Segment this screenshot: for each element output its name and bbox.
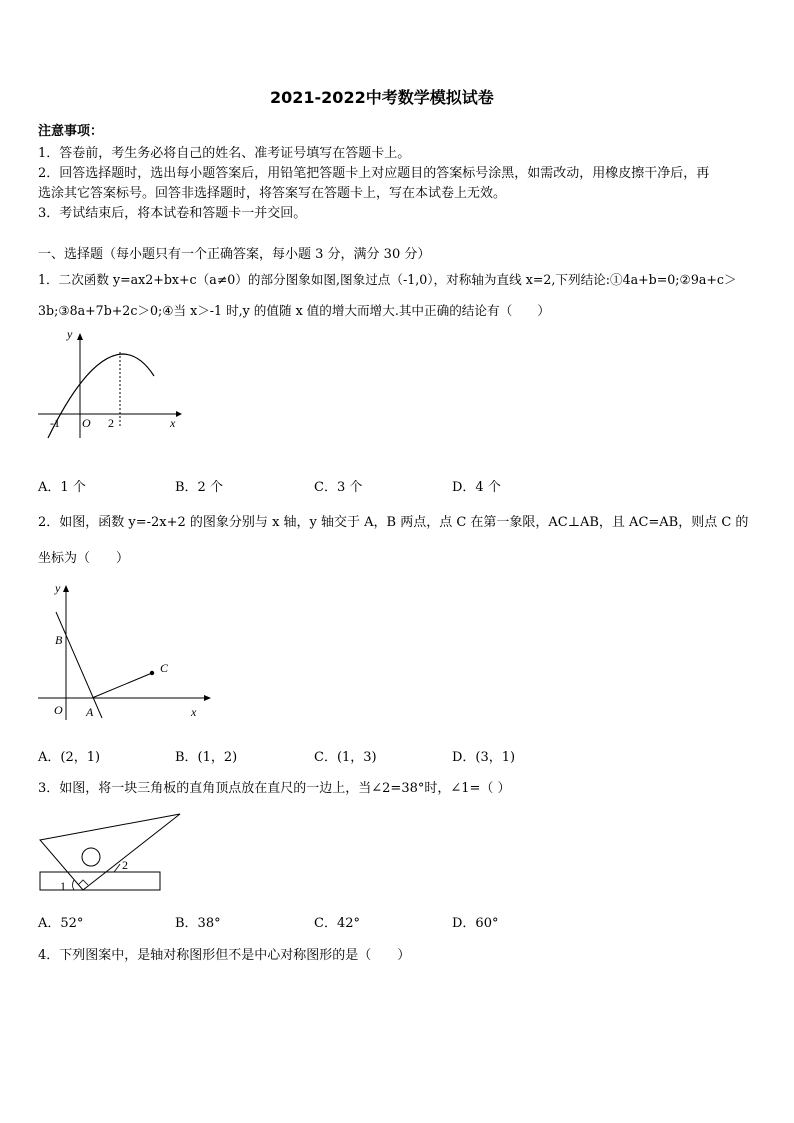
option-d[interactable]: D．4 个 <box>452 480 501 495</box>
option-b[interactable]: B．38° <box>175 916 221 931</box>
option-c[interactable]: C．3 个 <box>314 480 363 495</box>
point-c <box>150 671 154 675</box>
angle-1-label: 1 <box>60 879 66 893</box>
point-a-label: A <box>86 705 94 719</box>
question-3-figure <box>38 812 168 897</box>
x-axis-label: x <box>191 705 197 719</box>
parabola-curve <box>48 354 154 438</box>
segment-ac <box>92 673 152 698</box>
question-2-figure <box>38 580 218 720</box>
option-b[interactable]: B．2 个 <box>175 480 223 495</box>
page-title: 2021-2022中考数学模拟试卷 <box>270 88 494 107</box>
notice-item: 1．答卷前，考生务必将自己的姓名、准考证号填写在答题卡上。 <box>38 146 411 161</box>
y-axis-label: y <box>55 581 61 595</box>
question-3-line-1: 3．如图，将一块三角板的直角顶点放在直尺的一边上，当∠2=38°时，∠1=（ ） <box>38 781 511 796</box>
notice-item: 选涂其它答案标号。回答非选择题时，将答案写在答题卡上，写在本试卷上无效。 <box>38 186 507 201</box>
option-d[interactable]: D．60° <box>452 916 499 931</box>
section-heading: 一、选择题（每小题只有一个正确答案，每小题 3 分，满分 30 分） <box>38 247 431 262</box>
option-d[interactable]: D．(3，1) <box>452 750 516 765</box>
notice-item: 2．回答选择题时，选出每小题答案后，用铅笔把答题卡上对应题目的答案标号涂黑，如需改动，用橡皮擦干净后，再 <box>38 166 710 181</box>
ruler <box>40 872 160 890</box>
option-a[interactable]: A．1 个 <box>38 480 86 495</box>
notice-item: 3．考试结束后，将本试卷和答题卡一并交回。 <box>38 206 307 221</box>
point-b-label: B <box>55 633 63 647</box>
x-axis-arrow <box>204 695 211 701</box>
option-a[interactable]: A．52° <box>38 916 84 931</box>
angle-2-label: 2 <box>122 858 128 872</box>
option-c[interactable]: C．(1，3) <box>314 750 377 765</box>
question-2-line-1: 2．如图，函数 y=-2x+2 的图象分别与 x 轴，y 轴交于 A，B 两点，点 C 在第一象限，AC⊥AB，且 AC=AB，则点 C 的 <box>38 515 749 530</box>
origin-label: O <box>82 416 91 430</box>
question-1-line-2: 3b;③8a+7b+2c＞0;④当 x＞-1 时,y 的值随 x 值的增大而增大.其中正确的结论有（ ） <box>38 303 550 318</box>
y-axis-label: y <box>67 327 73 341</box>
tick-label-neg1: -1 <box>50 416 60 430</box>
y-axis-arrow <box>63 585 69 592</box>
y-axis-arrow <box>77 333 83 340</box>
tick-label-2: 2 <box>108 416 114 430</box>
right-angle-mark <box>78 880 88 885</box>
option-c[interactable]: C．42° <box>314 916 360 931</box>
question-1-figure <box>30 326 190 446</box>
x-axis-arrow <box>176 411 182 417</box>
option-a[interactable]: A．(2，1) <box>38 750 101 765</box>
notice-heading: 注意事项： <box>38 124 104 139</box>
angle-1-arc <box>73 880 75 890</box>
question-4-line-1: 4．下列图案中，是轴对称图形但不是中心对称图形的是（ ） <box>38 948 411 963</box>
question-2-line-2: 坐标为（ ） <box>38 551 130 566</box>
question-1-line-1: 1．二次函数 y=ax2+bx+c（a≠0）的部分图象如图,图象过点（-1,0），对称轴为直线 x=2,下列结论:①4a+b=0;②9a+c＞ <box>38 272 737 287</box>
set-square-hole <box>82 848 100 866</box>
line-ab <box>56 612 102 718</box>
origin-label: O <box>54 703 63 717</box>
point-c-label: C <box>160 661 169 675</box>
x-axis-label: x <box>170 416 176 430</box>
option-b[interactable]: B．(1，2) <box>175 750 238 765</box>
